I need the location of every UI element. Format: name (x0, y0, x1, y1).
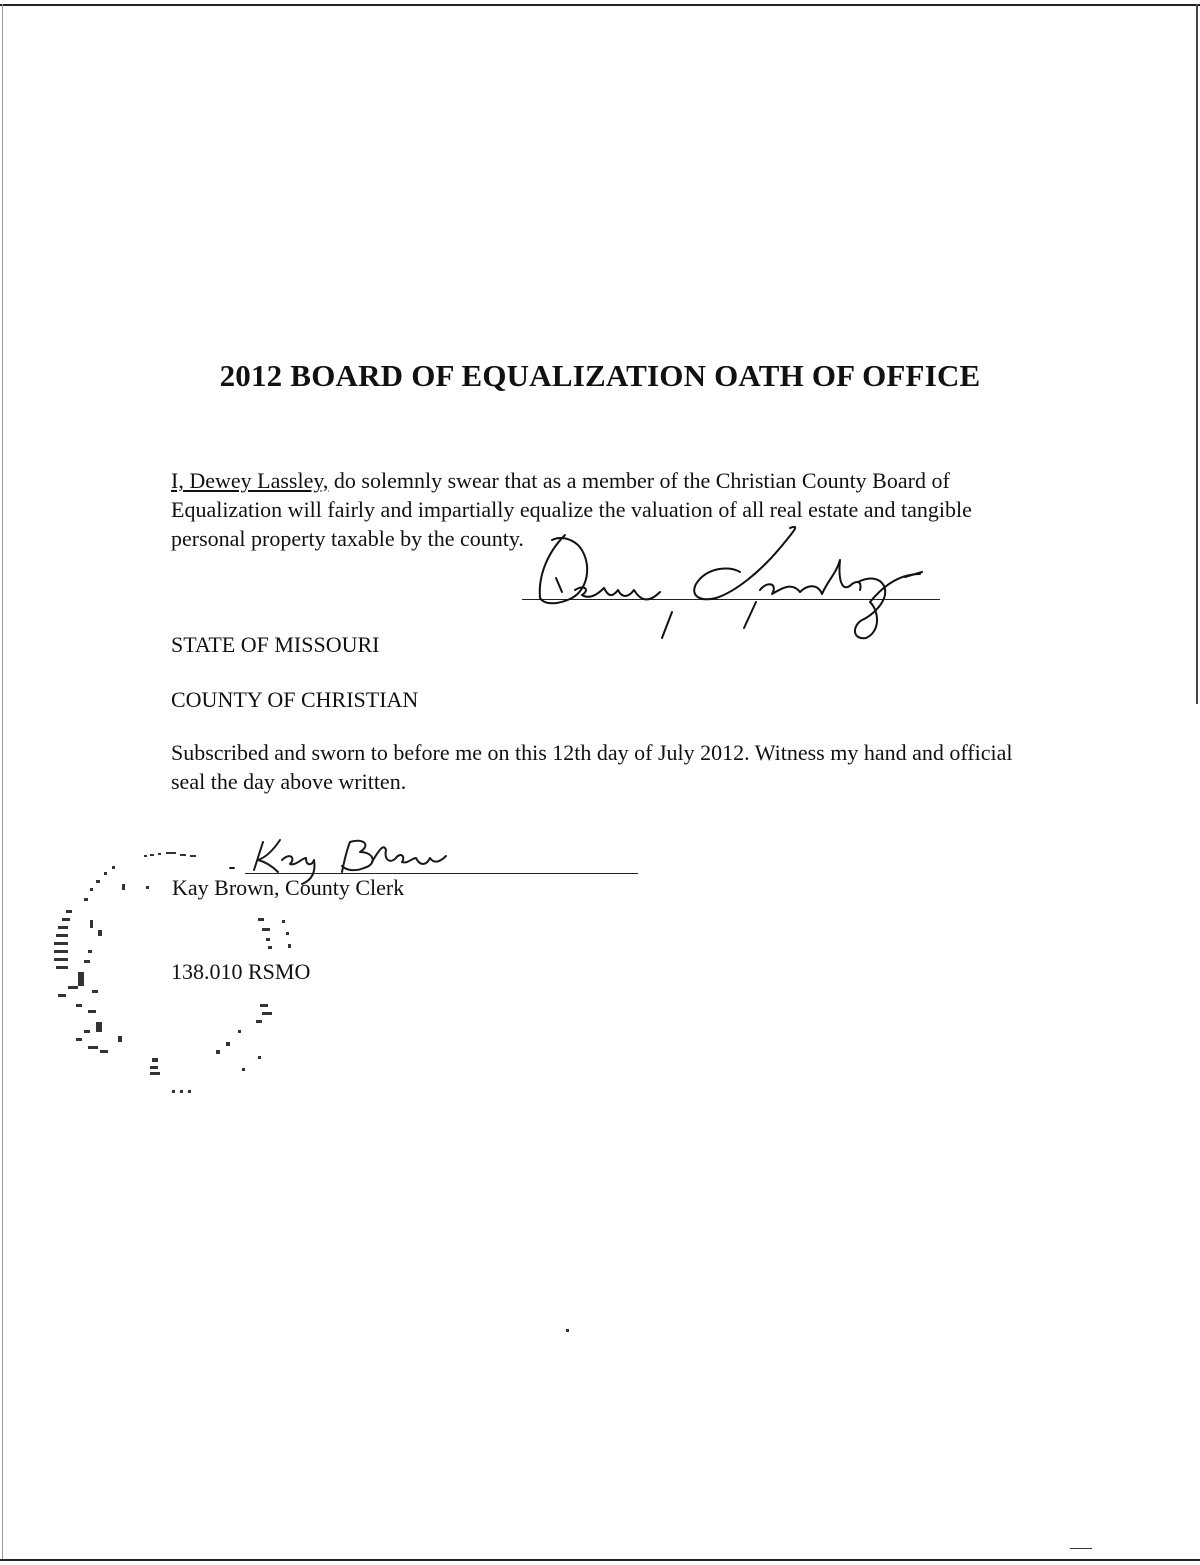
statute-reference: 138.010 RSMO (171, 959, 311, 984)
county-line: COUNTY OF CHRISTIAN (171, 687, 419, 712)
clerk-name-title: Kay Brown, County Clerk (172, 875, 405, 900)
document-title: 2012 BOARD OF EQUALIZATION OATH OF OFFICE (219, 358, 981, 393)
subscribed-paragraph: Subscribed and sworn to before me on this 12th day of July 2012. Witness my hand and official seal the day above written. (171, 740, 1013, 794)
state-line: STATE OF MISSOURI (171, 632, 380, 657)
oath-text: do solemnly swear that as a member of the Christian County Board of Equalization will fairly and impartially equalize the valuation of all real estate and tangible personal property taxable by the county. (171, 468, 972, 551)
oath-member-name: I, Dewey Lassley, (171, 468, 329, 493)
